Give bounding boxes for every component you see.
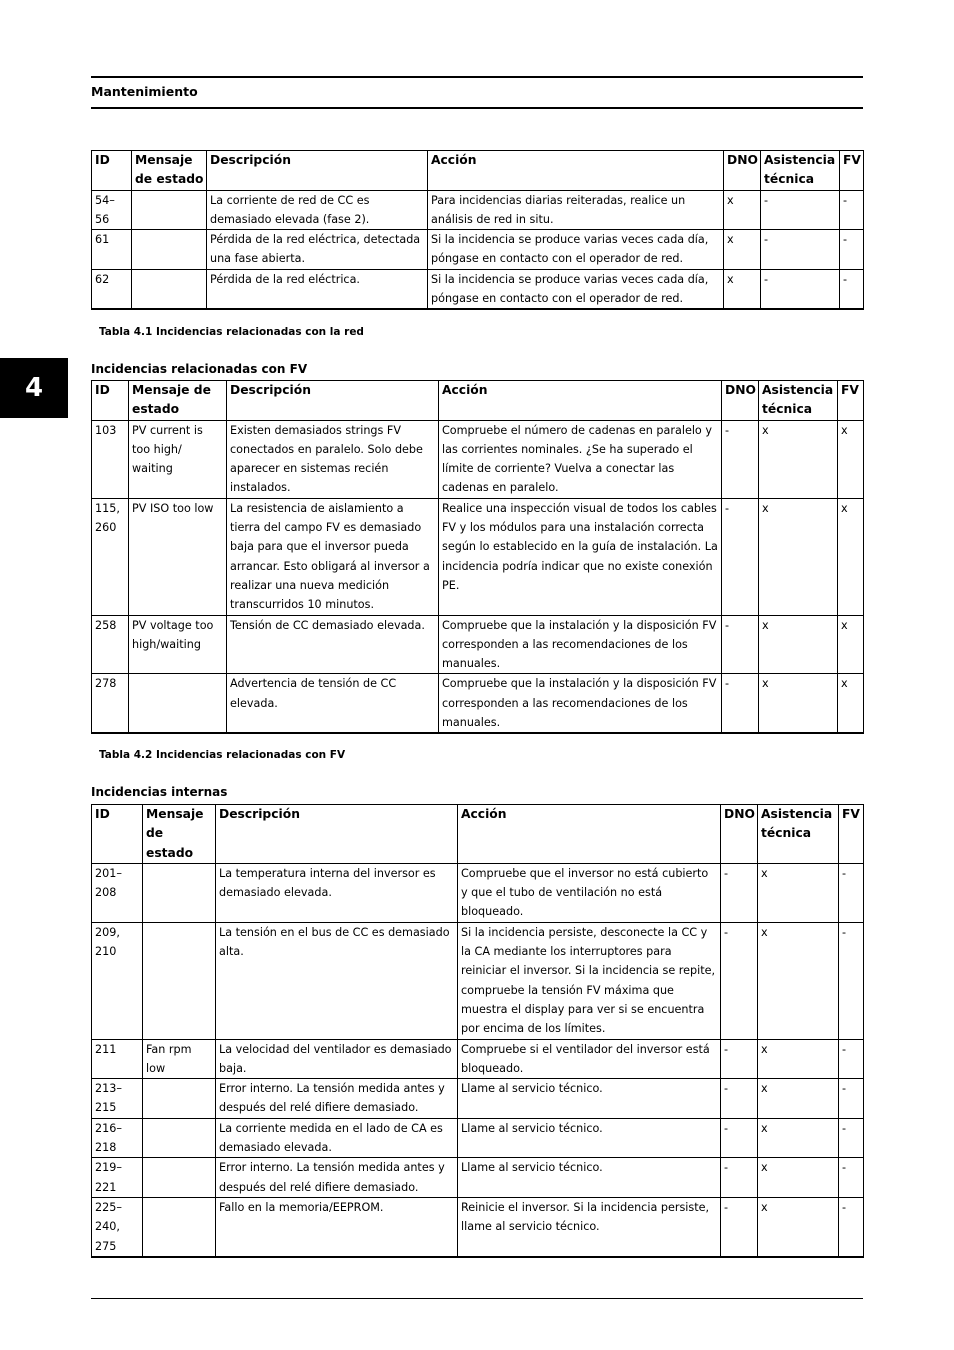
cell-asistencia: x	[758, 1079, 839, 1119]
cell-accion: Llame al servicio técnico.	[458, 1158, 721, 1198]
cell-dno: x	[724, 190, 761, 230]
cell-fv: -	[839, 863, 864, 922]
cell-id: 216–218	[92, 1118, 143, 1158]
col-id: ID	[92, 151, 132, 191]
col-accion: Acción	[439, 381, 722, 421]
col-fv: FV	[840, 151, 864, 191]
grid-incidents-table	[91, 150, 864, 310]
section-title-fv: Incidencias relacionadas con FV	[91, 362, 308, 376]
cell-asistencia: x	[759, 674, 838, 733]
table-row	[92, 1118, 864, 1158]
table-row	[92, 674, 864, 733]
col-dno: DNO	[722, 381, 759, 421]
cell-id: 201–208	[92, 863, 143, 922]
cell-accion: Compruebe el número de cadenas en paralelo y las corrientes nominales. ¿Se ha superado el límite de corriente? Vuelva a conectar las cadenas en paralelo.	[439, 420, 722, 498]
cell-mensaje	[143, 1158, 216, 1198]
cell-accion: Compruebe si el ventilador del inversor está bloqueado.	[458, 1039, 721, 1079]
col-descripcion: Descripción	[227, 381, 439, 421]
cell-descripcion: La tensión en el bus de CC es demasiado alta.	[216, 922, 458, 1039]
cell-fv: x	[838, 674, 864, 733]
cell-id: 225–240, 275	[92, 1197, 143, 1256]
cell-id: 115, 260	[92, 498, 129, 615]
cell-fv: -	[839, 1118, 864, 1158]
cell-accion: Compruebe que la instalación y la disposición FV corresponden a las recomendaciones de los manuales.	[439, 674, 722, 733]
section-title-internas: Incidencias internas	[91, 785, 228, 799]
cell-mensaje: PV current is too high/ waiting	[129, 420, 227, 498]
cell-descripcion: La temperatura interna del inversor es demasiado elevada.	[216, 863, 458, 922]
cell-mensaje	[143, 922, 216, 1039]
cell-id: 219–221	[92, 1158, 143, 1198]
col-mensaje: Mensaje de estado	[129, 381, 227, 421]
cell-asistencia: -	[761, 190, 840, 230]
cell-accion: Llame al servicio técnico.	[458, 1079, 721, 1119]
cell-descripcion: Tensión de CC demasiado elevada.	[227, 615, 439, 674]
cell-descripcion: Error interno. La tensión medida antes y después del relé difiere demasiado.	[216, 1079, 458, 1119]
cell-fv: -	[840, 269, 864, 309]
cell-asistencia: x	[759, 615, 838, 674]
cell-fv: -	[839, 1197, 864, 1256]
table-caption-fv: Tabla 4.2 Incidencias relacionadas con FV	[99, 749, 346, 761]
cell-fv: -	[840, 190, 864, 230]
cell-mensaje: Fan rpm low	[143, 1039, 216, 1079]
col-asistencia: Asistencia técnica	[761, 151, 840, 191]
table-row	[92, 1079, 864, 1119]
cell-dno: -	[721, 1197, 758, 1256]
cell-asistencia: x	[759, 420, 838, 498]
cell-dno: -	[721, 863, 758, 922]
table-row	[92, 615, 864, 674]
cell-asistencia: x	[758, 1118, 839, 1158]
cell-mensaje	[143, 1118, 216, 1158]
cell-id: 278	[92, 674, 129, 733]
cell-dno: x	[724, 230, 761, 270]
cell-fv: x	[838, 615, 864, 674]
cell-fv: -	[840, 230, 864, 270]
cell-mensaje: PV voltage too high/waiting	[129, 615, 227, 674]
cell-asistencia: x	[758, 1158, 839, 1198]
cell-dno: -	[721, 1079, 758, 1119]
col-fv: FV	[838, 381, 864, 421]
cell-dno: -	[721, 1039, 758, 1079]
cell-accion: Compruebe que la instalación y la disposición FV corresponden a las recomendaciones de los manuales.	[439, 615, 722, 674]
col-id: ID	[92, 805, 143, 864]
cell-mensaje	[132, 190, 207, 230]
cell-descripcion: Pérdida de la red eléctrica, detectada una fase abierta.	[207, 230, 428, 270]
internal-incidents-table	[91, 804, 864, 1258]
cell-dno: -	[721, 1158, 758, 1198]
col-dno: DNO	[724, 151, 761, 191]
cell-dno: -	[721, 922, 758, 1039]
table-row	[92, 269, 864, 309]
col-fv: FV	[839, 805, 864, 864]
cell-dno: -	[722, 674, 759, 733]
cell-asistencia: x	[758, 863, 839, 922]
cell-id: 258	[92, 615, 129, 674]
cell-descripcion: Advertencia de tensión de CC elevada.	[227, 674, 439, 733]
cell-asistencia: -	[761, 230, 840, 270]
header-bottom-rule	[91, 107, 863, 109]
cell-asistencia: x	[758, 922, 839, 1039]
cell-mensaje	[143, 1197, 216, 1256]
table-row	[92, 420, 864, 498]
col-descripcion: Descripción	[207, 151, 428, 191]
cell-mensaje: PV ISO too low	[129, 498, 227, 615]
col-asistencia: Asistencia técnica	[758, 805, 839, 864]
cell-descripcion: La resistencia de aislamiento a tierra del campo FV es demasiado baja para que el inversor pueda arrancar. Esto obligará al inversor a realizar una nueva medición transcurridos 10 minutos.	[227, 498, 439, 615]
cell-accion: Si la incidencia se produce varias veces cada día, póngase en contacto con el operador de red.	[428, 230, 724, 270]
cell-dno: -	[722, 420, 759, 498]
col-descripcion: Descripción	[216, 805, 458, 864]
col-accion: Acción	[428, 151, 724, 191]
cell-fv: -	[839, 922, 864, 1039]
col-accion: Acción	[458, 805, 721, 864]
table-header-row	[92, 151, 864, 191]
col-id: ID	[92, 381, 129, 421]
footer-rule	[91, 1298, 863, 1299]
cell-asistencia: x	[758, 1197, 839, 1256]
cell-id: 209, 210	[92, 922, 143, 1039]
cell-fv: -	[839, 1158, 864, 1198]
cell-mensaje	[129, 674, 227, 733]
cell-dno: x	[724, 269, 761, 309]
col-mensaje: Mensaje de estado	[143, 805, 216, 864]
cell-asistencia: x	[759, 498, 838, 615]
table-row	[92, 1158, 864, 1198]
cell-descripcion: Pérdida de la red eléctrica.	[207, 269, 428, 309]
pv-incidents-table	[91, 380, 864, 734]
cell-descripcion: La corriente de red de CC es demasiado elevada (fase 2).	[207, 190, 428, 230]
cell-accion: Si la incidencia persiste, desconecte la CC y la CA mediante los interruptores para reiniciar el inversor. Si la incidencia se repite, compruebe la tensión FV máxima que muestra el display para ver si se encuentra por encima de los límites.	[458, 922, 721, 1039]
table-row	[92, 1039, 864, 1079]
cell-id: 103	[92, 420, 129, 498]
cell-accion: Llame al servicio técnico.	[458, 1118, 721, 1158]
cell-mensaje	[143, 1079, 216, 1119]
cell-dno: -	[721, 1118, 758, 1158]
cell-descripcion: Fallo en la memoria/EEPROM.	[216, 1197, 458, 1256]
table-row	[92, 1197, 864, 1256]
cell-descripcion: Error interno. La tensión medida antes y después del relé difiere demasiado.	[216, 1158, 458, 1198]
cell-descripcion: La corriente medida en el lado de CA es demasiado elevada.	[216, 1118, 458, 1158]
cell-fv: -	[839, 1039, 864, 1079]
col-mensaje: Mensaje de estado	[132, 151, 207, 191]
table-row	[92, 922, 864, 1039]
table-caption-red: Tabla 4.1 Incidencias relacionadas con la red	[99, 326, 364, 338]
col-dno: DNO	[721, 805, 758, 864]
col-asistencia: Asistencia técnica	[759, 381, 838, 421]
cell-id: 211	[92, 1039, 143, 1079]
cell-mensaje	[132, 230, 207, 270]
cell-descripcion: Existen demasiados strings FV conectados en paralelo. Solo debe aparecer en sistemas recién instalados.	[227, 420, 439, 498]
table-row	[92, 498, 864, 615]
table-row	[92, 863, 864, 922]
cell-id: 54–56	[92, 190, 132, 230]
cell-asistencia: x	[758, 1039, 839, 1079]
cell-id: 61	[92, 230, 132, 270]
cell-descripcion: La velocidad del ventilador es demasiado baja.	[216, 1039, 458, 1079]
cell-fv: x	[838, 420, 864, 498]
table-row	[92, 190, 864, 230]
cell-accion: Para incidencias diarias reiteradas, realice un análisis de red in situ.	[428, 190, 724, 230]
page-header-title: Mantenimiento	[91, 84, 198, 99]
cell-accion: Si la incidencia se produce varias veces cada día, póngase en contacto con el operador de red.	[428, 269, 724, 309]
cell-accion: Realice una inspección visual de todos los cables FV y los módulos para una instalación correcta según lo establecido en la guía de instalación. La incidencia podría indicar que no existe conexión PE.	[439, 498, 722, 615]
cell-fv: x	[838, 498, 864, 615]
cell-mensaje	[132, 269, 207, 309]
cell-accion: Compruebe que el inversor no está cubierto y que el tubo de ventilación no está bloqueado.	[458, 863, 721, 922]
cell-id: 62	[92, 269, 132, 309]
cell-id: 213–215	[92, 1079, 143, 1119]
cell-dno: -	[722, 615, 759, 674]
table-header-row	[92, 805, 864, 864]
cell-mensaje	[143, 863, 216, 922]
chapter-tab: 4	[0, 358, 68, 418]
cell-accion: Reinicie el inversor. Si la incidencia persiste, llame al servicio técnico.	[458, 1197, 721, 1256]
cell-fv: -	[839, 1079, 864, 1119]
table-header-row	[92, 381, 864, 421]
cell-asistencia: -	[761, 269, 840, 309]
header-top-rule	[91, 76, 863, 78]
cell-dno: -	[722, 498, 759, 615]
table-row	[92, 230, 864, 270]
